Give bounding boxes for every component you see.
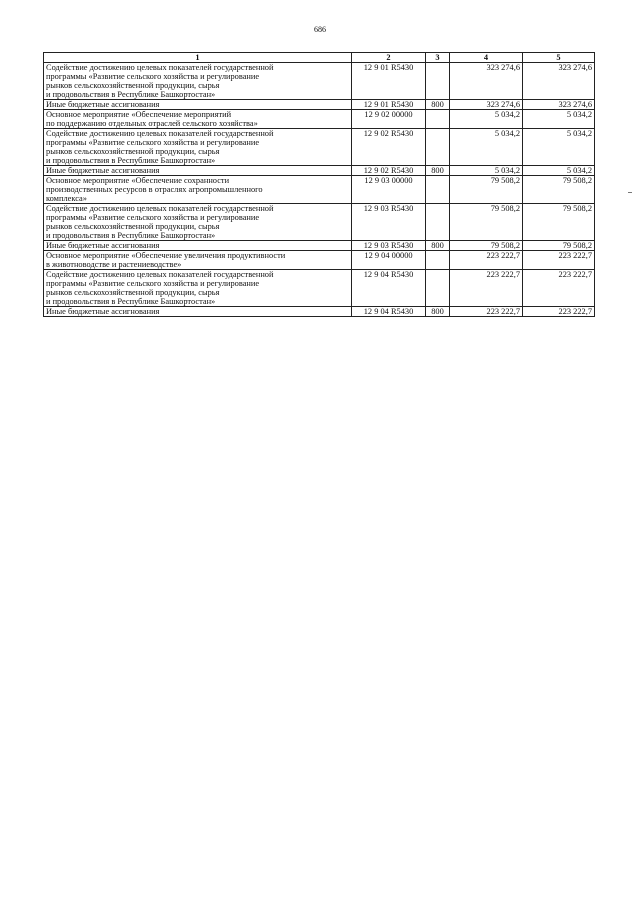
row-value-4: 79 508,2 [450, 241, 523, 251]
row-code: 12 9 01 R5430 [352, 100, 426, 110]
row-name: Содействие достижению целевых показателей государственной программы «Развитие сельского хозяйства и регулирование рынков сельскохозяйственной продукции, сырья и продовольствия в Республике Башкортостан» [44, 204, 352, 241]
row-code: 12 9 02 R5430 [352, 129, 426, 166]
row-value-5: 79 508,2 [523, 241, 595, 251]
row-code: 12 9 04 R5430 [352, 307, 426, 317]
row-code: 12 9 04 R5430 [352, 270, 426, 307]
row-value-5: 223 222,7 [523, 270, 595, 307]
header-col-2: 2 [352, 53, 426, 63]
row-type [426, 176, 450, 204]
row-name: Содействие достижению целевых показателей государственной программы «Развитие сельского хозяйства и регулирование рынков сельскохозяйственной продукции, сырья и продовольствия в Республике Башкортостан» [44, 129, 352, 166]
row-code: 12 9 03 00000 [352, 176, 426, 204]
page-number: 686 [314, 25, 326, 34]
table-row [44, 241, 595, 251]
table-row [44, 251, 595, 270]
row-type: 800 [426, 166, 450, 176]
row-name: Основное мероприятие «Обеспечение увеличения продуктивности в животноводстве и растениеводстве» [44, 251, 352, 270]
table-row [44, 204, 595, 241]
row-value-4: 5 034,2 [450, 166, 523, 176]
row-type [426, 129, 450, 166]
row-name: Содействие достижению целевых показателей государственной программы «Развитие сельского хозяйства и регулирование рынков сельскохозяйственной продукции, сырья и продовольствия в Республике Башкортостан» [44, 270, 352, 307]
row-name: Иные бюджетные ассигнования [44, 307, 352, 317]
table-body [44, 63, 595, 317]
row-code: 12 9 04 00000 [352, 251, 426, 270]
row-name: Содействие достижению целевых показателей государственной программы «Развитие сельского хозяйства и регулирование рынков сельскохозяйственной продукции, сырья и продовольствия в Республике Башкортостан» [44, 63, 352, 100]
table-row [44, 307, 595, 317]
margin-mark [628, 192, 632, 193]
row-name: Основное мероприятие «Обеспечение мероприятий по поддержанию отдельных отраслей сельского хозяйства» [44, 110, 352, 129]
row-value-5: 223 222,7 [523, 307, 595, 317]
row-code: 12 9 01 R5430 [352, 63, 426, 100]
row-name: Иные бюджетные ассигнования [44, 166, 352, 176]
row-type: 800 [426, 100, 450, 110]
row-name: Основное мероприятие «Обеспечение сохранности производственных ресурсов в отраслях агропромышленного комплекса» [44, 176, 352, 204]
header-col-3: 3 [426, 53, 450, 63]
row-type: 800 [426, 307, 450, 317]
row-value-4: 79 508,2 [450, 176, 523, 204]
header-col-4: 4 [450, 53, 523, 63]
row-code: 12 9 02 R5430 [352, 166, 426, 176]
table-row [44, 100, 595, 110]
table-row [44, 110, 595, 129]
row-code: 12 9 03 R5430 [352, 241, 426, 251]
row-value-4: 323 274,6 [450, 100, 523, 110]
row-type [426, 110, 450, 129]
row-value-5: 79 508,2 [523, 176, 595, 204]
header-row [44, 53, 595, 63]
row-value-5: 223 222,7 [523, 251, 595, 270]
row-value-4: 223 222,7 [450, 270, 523, 307]
table-row [44, 129, 595, 166]
row-value-5: 5 034,2 [523, 129, 595, 166]
row-type [426, 63, 450, 100]
row-value-4: 323 274,6 [450, 63, 523, 100]
row-value-5: 5 034,2 [523, 166, 595, 176]
row-value-5: 323 274,6 [523, 63, 595, 100]
table-row [44, 63, 595, 100]
row-value-4: 223 222,7 [450, 307, 523, 317]
row-value-5: 79 508,2 [523, 204, 595, 241]
header-col-1: 1 [44, 53, 352, 63]
budget-table [43, 52, 595, 317]
table-row [44, 176, 595, 204]
table-row [44, 166, 595, 176]
table-header [44, 53, 595, 63]
row-type [426, 251, 450, 270]
row-type: 800 [426, 241, 450, 251]
row-code: 12 9 03 R5430 [352, 204, 426, 241]
row-value-5: 5 034,2 [523, 110, 595, 129]
row-name: Иные бюджетные ассигнования [44, 100, 352, 110]
header-col-5: 5 [523, 53, 595, 63]
row-type [426, 270, 450, 307]
row-type [426, 204, 450, 241]
row-value-4: 5 034,2 [450, 110, 523, 129]
row-name: Иные бюджетные ассигнования [44, 241, 352, 251]
row-value-4: 223 222,7 [450, 251, 523, 270]
row-value-4: 5 034,2 [450, 129, 523, 166]
row-code: 12 9 02 00000 [352, 110, 426, 129]
row-value-4: 79 508,2 [450, 204, 523, 241]
row-value-5: 323 274,6 [523, 100, 595, 110]
table-row [44, 270, 595, 307]
